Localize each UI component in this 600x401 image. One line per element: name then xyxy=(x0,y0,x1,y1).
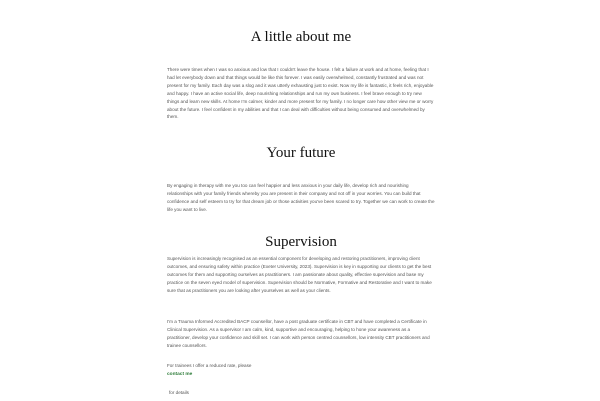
trainee-rate-text: For trainees I offer a reduced rate, please xyxy=(167,363,252,368)
supervision-paragraph-1: Supervision is increasingly recognised as an essential component for developing and restoring practitioners, improving client outcomes, and ensuring safety within practice (Exeter University, 2023). Supervision is key in supporting our clients to get the best outcomes for them and supporting ourselves as practitioners. I am passionate about quality, effective supervision and base my practice on the seven eyed model of supervision. Supervision should be Normative, Formative and Restorative and I want to make sure that as practitioners you are looking after yourselves as well as your clients. xyxy=(167,256,432,293)
contact-me-link[interactable]: contact me xyxy=(167,372,193,377)
supervision-paragraph-2: I'm a Trauma Informed Accredited BACP counsellor, have a post graduate certificate in CBT and have completed a Certificate in Clinical Supervision. As a supervisor I am calm, kind, supportive and encouraging, helping to hone your awareness as a practitioner, develop your confidence and skill set. I can work with person centred counsellors, low intensity CBT practitioners and trainee counsellors. xyxy=(167,319,430,348)
future-heading: Your future xyxy=(266,145,336,161)
supervision-heading: Supervision xyxy=(265,234,337,250)
about-paragraph: There were times when I was so anxious and low that I couldn't leave the house. I felt a failure at work and at home, feeling that I had let everybody down and that things would be like this forever. I was easily overwhelmed, constantly frustrated and was not present for my family. Each day was a slog and it was utterly exhausting just to exist. Now my life is fantastic, it feels rich, enjoyable and happy. I have an active social life, deep nourishing relationships and run my own business. I feel brave enough to try new things and learn new skills. At home I'm calmer, kinder and more present for my family. I no longer care how other view me or worry about the future. I feel confident in my abilities and that I can deal with difficulties without being consumed and overwhelmed by them. xyxy=(167,67,434,120)
details-text: for details xyxy=(169,390,189,395)
future-paragraph: By engaging in therapy with me you too can feel happier and less anxious in your daily life, develop rich and nourishing relationships with your family friends whereby you are present in their company and not off in your worries. You can build that confidence and self esteem to try for that dream job or those activities you've been scared to try. Together we can work to create the life you want to live. xyxy=(167,183,435,212)
about-heading: A little about me xyxy=(250,29,352,45)
